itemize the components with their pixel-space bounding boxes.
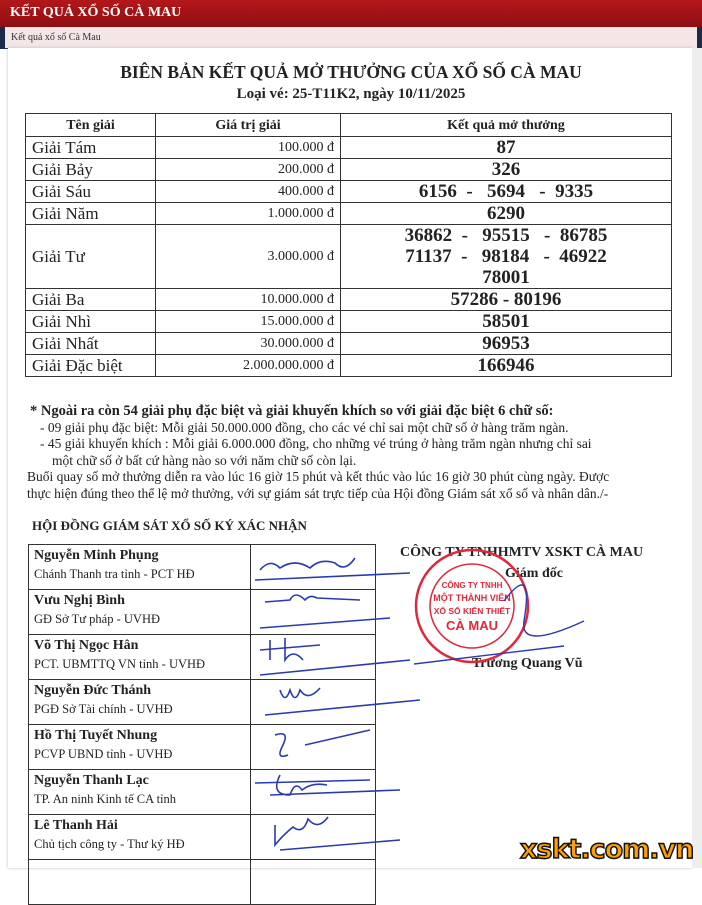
col-results: Kết quả mở thưởng [341, 114, 672, 137]
prize-name: Giải Tư [26, 225, 156, 289]
doc-title: BIÊN BẢN KẾT QUẢ MỞ THƯỞNG CỦA XỔ SỐ CÀ MAU [120, 62, 582, 82]
company-position: Giám đốc [505, 566, 563, 581]
company-name: CÔNG TY TNHHMTV XSKT CÀ MAU [400, 545, 644, 560]
result-row [26, 333, 672, 355]
prize-results [341, 225, 672, 289]
prize-value: 30.000.000 đ [156, 333, 341, 355]
note-line: * Ngoài ra còn 54 giải phụ đặc biệt và giải khuyến khích so với giải đặc biệt 6 chữ số: [30, 403, 554, 419]
result-number: 326 [491, 159, 521, 180]
note-line: Buổi quay số mở thưởng diễn ra vào lúc 16 giờ 15 phút và kết thúc vào lúc 16 giờ 30 phút cùng ngày. Được [27, 469, 610, 484]
prize-value: 10.000.000 đ [156, 289, 341, 311]
prize-value: 2.000.000.000 đ [156, 355, 341, 377]
member-name: Nguyễn Đức Thánh [34, 683, 152, 698]
member-name: Hồ Thị Tuyết Nhung [34, 728, 158, 743]
prize-results [341, 311, 672, 333]
company-signer: Trương Quang Vũ [472, 656, 583, 671]
result-row [26, 159, 672, 181]
member-name: Võ Thị Ngọc Hân [34, 638, 139, 653]
stamp-line: MỘT THÀNH VIÊN [433, 593, 511, 603]
result-number: 71137 - 98184 - 46922 [405, 246, 607, 267]
company-stamp [414, 546, 594, 676]
result-row [26, 289, 672, 311]
doc-subtitle: Loại vé: 25-T11K2, ngày 10/11/2025 [236, 86, 466, 102]
result-number: 36862 - 95515 - 86785 [404, 225, 608, 246]
col-prize-name: Tên giải [26, 114, 156, 137]
watermark-logo: xskt.com.vn [520, 834, 694, 865]
prize-name: Giải Ba [26, 289, 156, 311]
result-row [26, 225, 672, 289]
prize-results [341, 333, 672, 355]
member-role: GĐ Sở Tư pháp - UVHĐ [34, 612, 160, 626]
prize-value: 3.000.000 đ [156, 225, 341, 289]
results-table [25, 113, 672, 377]
result-number: 58501 [482, 311, 530, 332]
member-name: Lê Thanh Hải [34, 818, 118, 833]
result-row [26, 311, 672, 333]
note-line: một chữ số ở bất cứ hàng nào so với năm chữ số còn lại. [52, 452, 357, 468]
member-name: Nguyễn Thanh Lạc [34, 773, 149, 788]
member-role: Chánh Thanh tra tỉnh - PCT HĐ [34, 567, 195, 581]
prize-value: 200.000 đ [156, 159, 341, 181]
breadcrumb[interactable]: Kết quả xổ số Cà Mau [5, 27, 697, 48]
member-name: Vưu Nghị Bình [34, 593, 125, 608]
stamp-line: XỔ SỐ KIẾN THIẾT [433, 606, 511, 616]
prize-name: Giải Nhì [26, 311, 156, 333]
prize-name: Giải Sáu [26, 181, 156, 203]
prize-value: 1.000.000 đ [156, 203, 341, 225]
prize-results [341, 355, 672, 377]
result-number: 87 [496, 137, 516, 158]
member-role: PCVP UBND tỉnh - UVHĐ [34, 747, 173, 761]
prize-results [341, 181, 672, 203]
stamp-line: CÔNG TY TNHH [441, 581, 503, 590]
notes [27, 403, 690, 502]
council-title: HỘI ĐỒNG GIÁM SÁT XỔ SỐ KÝ XÁC NHẬN [32, 518, 307, 533]
col-prize-value: Giá trị giải [156, 114, 341, 137]
result-number: 96953 [482, 333, 530, 354]
note-line: - 09 giải phụ đặc biệt: Mỗi giải 50.000.000 đồng, cho các vé chỉ sai một chữ số ở hàng trăm ngàn. [40, 419, 569, 435]
result-number: 6156 - 5694 - 9335 [418, 181, 594, 202]
result-row [26, 137, 672, 159]
member-name: Nguyễn Minh Phụng [34, 548, 159, 563]
result-row [26, 355, 672, 377]
note-line: - 45 giải khuyến khích : Mỗi giải 6.000.000 đồng, cho những vé trúng ở hàng trăm ngàn nhưng chỉ sai [40, 436, 592, 451]
member-role: PGĐ Sở Tài chính - UVHĐ [34, 702, 173, 716]
prize-name: Giải Bảy [26, 159, 156, 181]
prize-value: 100.000 đ [156, 137, 341, 159]
stamp-line: CÀ MAU [446, 618, 498, 633]
prize-results [341, 289, 672, 311]
member-role: TP. An ninh Kinh tế CA tỉnh [34, 792, 177, 806]
prize-results [341, 159, 672, 181]
prize-name: Giải Tám [26, 137, 156, 159]
prize-results [341, 203, 672, 225]
prize-name: Giải Năm [26, 203, 156, 225]
prize-value: 400.000 đ [156, 181, 341, 203]
member-role: PCT. UBMTTQ VN tỉnh - UVHĐ [34, 657, 206, 671]
prize-results [341, 137, 672, 159]
note-line: thực hiện đúng theo thể lệ mở thưởng, với sự giám sát trực tiếp của Hội đồng Giám sát xổ số và nhân dân./- [27, 485, 609, 501]
page-header-title: KẾT QUẢ XỔ SỐ CÀ MAU [0, 0, 702, 27]
signature-scribbles [250, 540, 430, 870]
result-row [26, 181, 672, 203]
result-number: 6290 [487, 203, 525, 224]
result-number: 78001 [482, 267, 530, 288]
prize-value: 15.000.000 đ [156, 311, 341, 333]
result-row [26, 203, 672, 225]
result-number: 166946 [477, 355, 535, 376]
scrollbar[interactable] [692, 48, 702, 868]
result-number: 57286 - 80196 [450, 289, 562, 310]
prize-name: Giải Đặc biệt [26, 355, 156, 377]
member-role: Chủ tịch công ty - Thư ký HĐ [34, 837, 185, 851]
prize-name: Giải Nhất [26, 333, 156, 355]
